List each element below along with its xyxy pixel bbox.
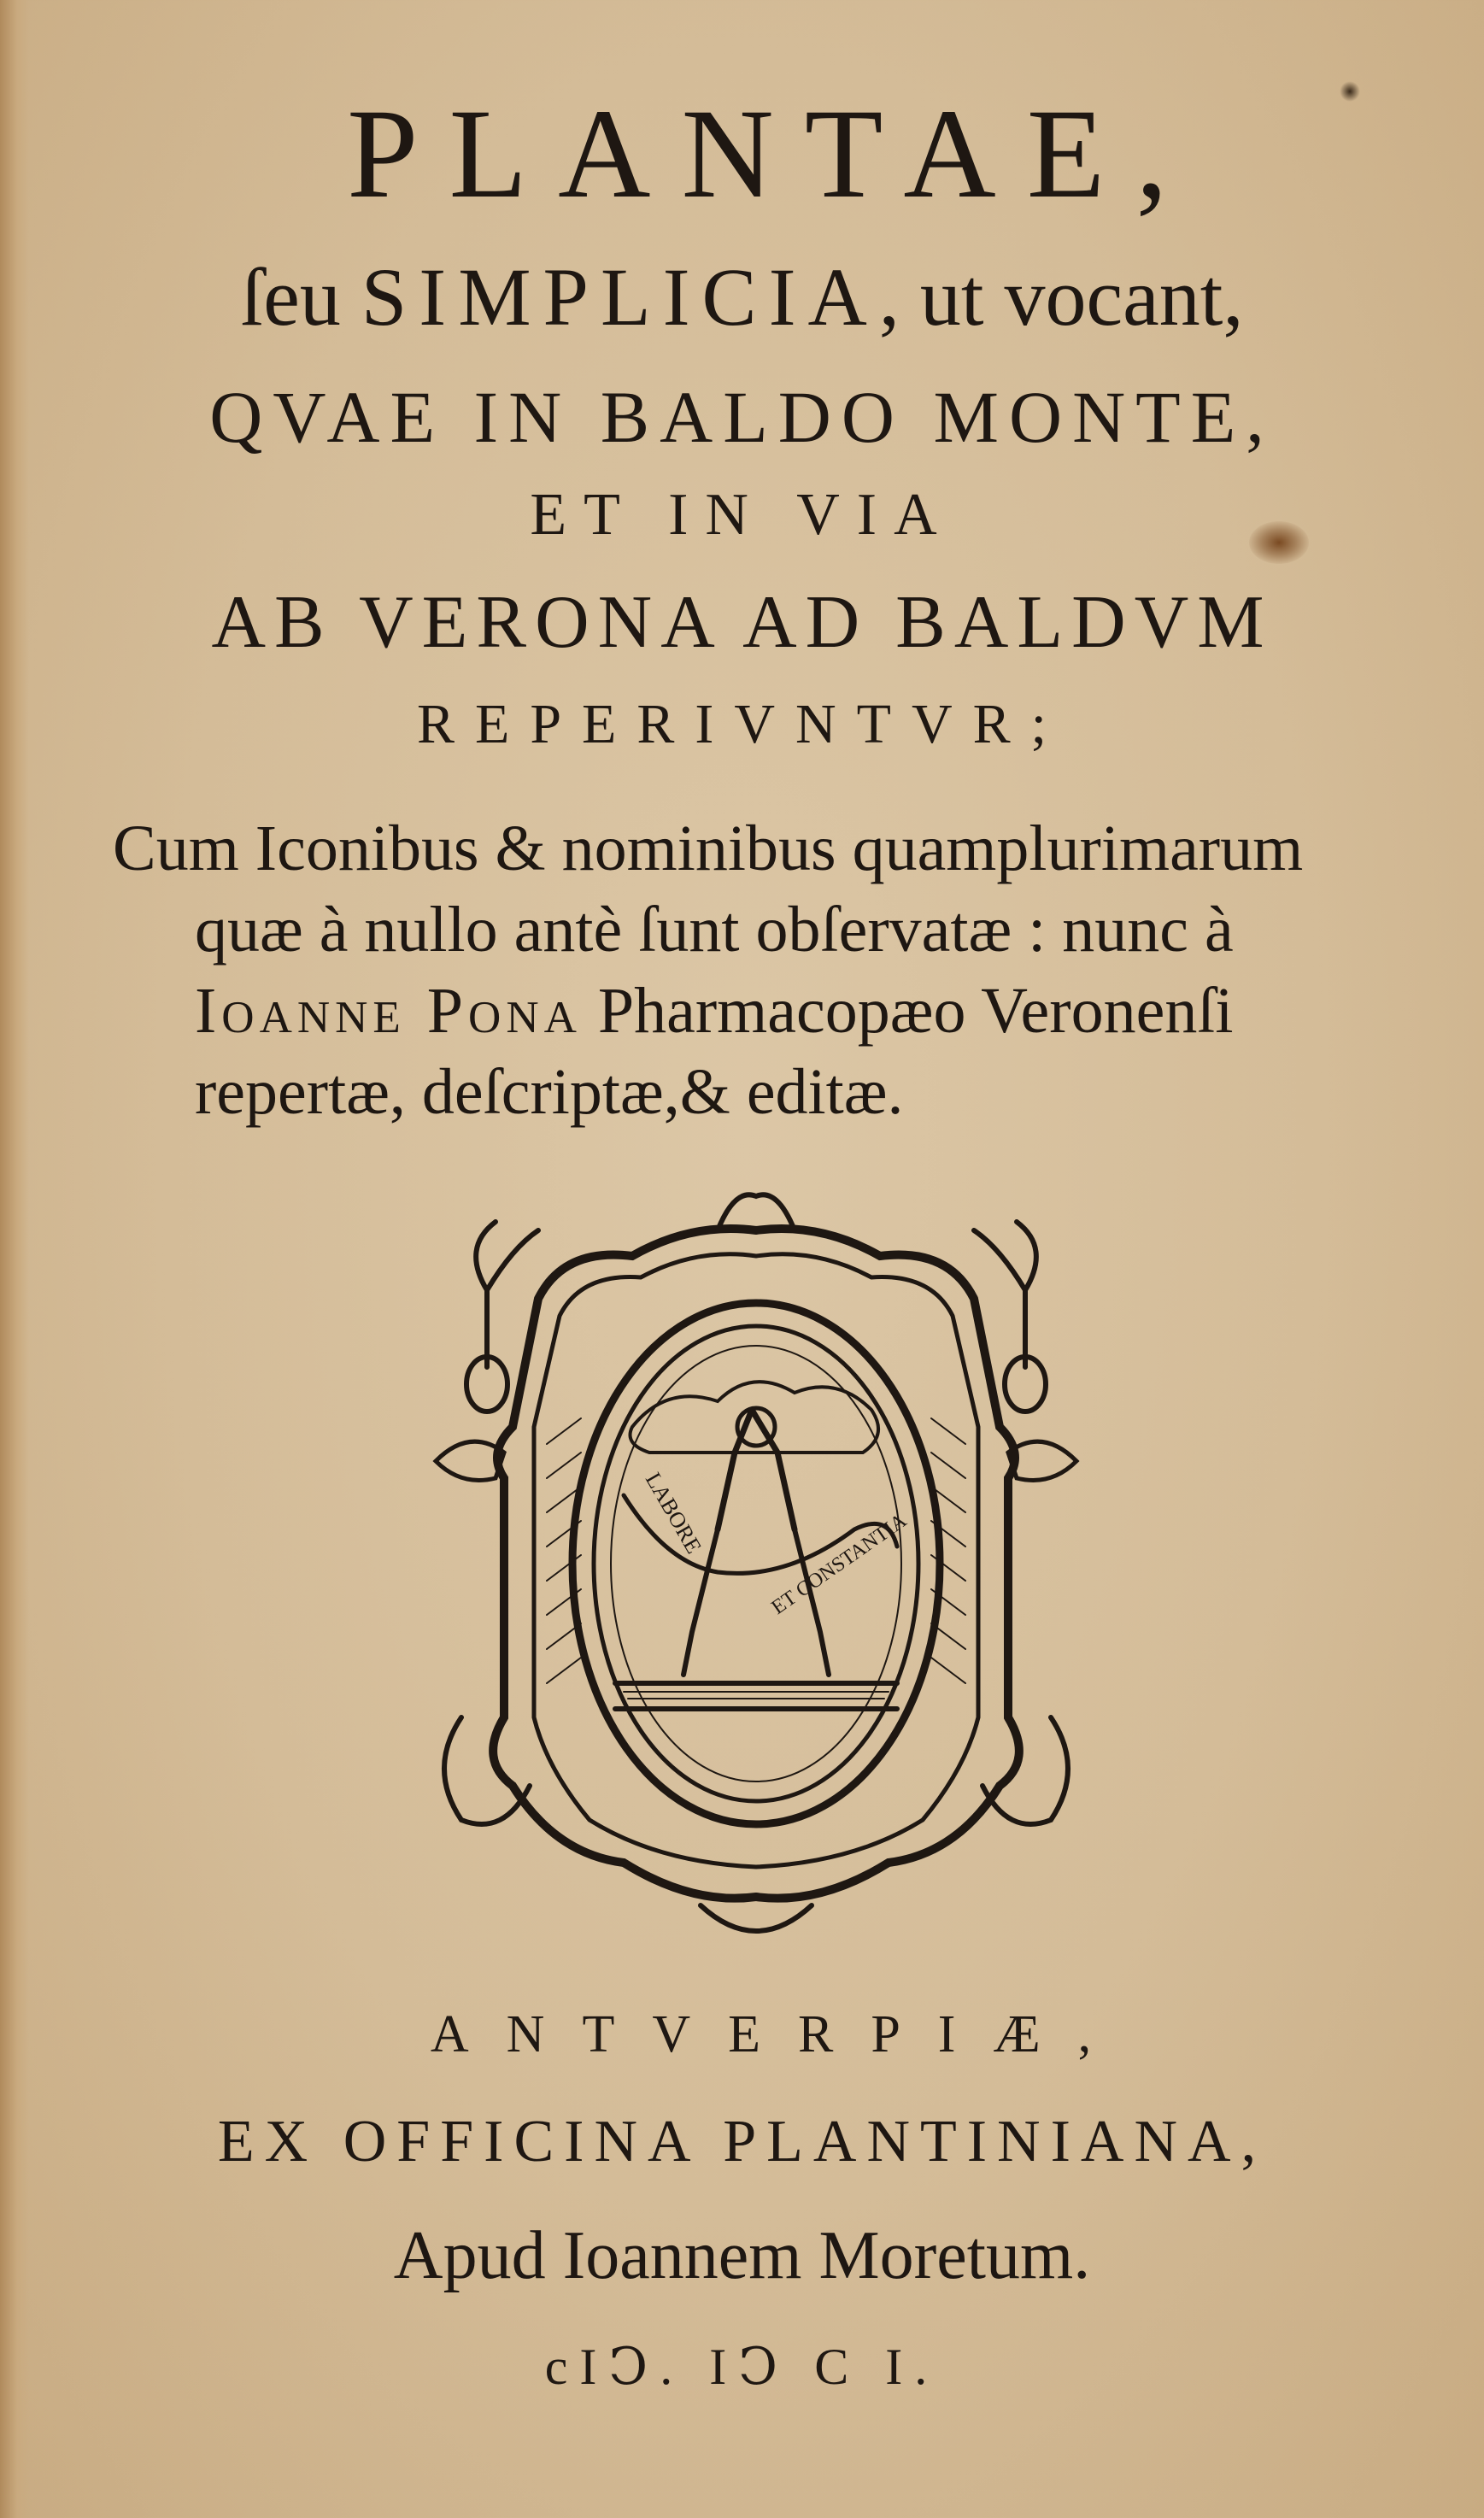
motto-left: LABORE	[640, 1468, 707, 1558]
subtitle-main: SIMPLICIA	[361, 251, 879, 343]
imprint-printer: Apud Ioannem Moretum.	[393, 2218, 1091, 2293]
imprint-date: cIↃ. IↃ C I.	[544, 2339, 940, 2395]
title-line-quae: QVAE IN BALDO MONTE,	[209, 376, 1275, 458]
printer-mark-woodcut	[410, 1171, 1102, 1965]
author-name: Ioanne Pona	[195, 975, 582, 1047]
imprint-office: EX OFFICINA PLANTINIANA,	[217, 2109, 1267, 2175]
description-line: quæ à nullo antè ſunt obſervatæ : nunc à	[195, 894, 1234, 966]
title-line-ab-verona: AB VERONA AD BALDVM	[211, 581, 1273, 664]
title-line-reperiuntur: REPERIVNTVR;	[416, 693, 1068, 755]
imprint-city: ANTVERPIÆ,	[430, 2005, 1129, 2063]
subtitle-suffix: , ut vocant,	[878, 251, 1244, 343]
description-line: repertæ, deſcriptæ,& editæ.	[195, 1056, 904, 1128]
title-line-et-in-via: ET IN VIA	[530, 482, 954, 548]
author-title: Pharmacopæo Veronenſi	[581, 975, 1234, 1047]
subtitle-line	[0, 251, 1484, 343]
motto-right: ET CONSTANTIA	[767, 1509, 912, 1619]
description-line: Cum Iconibus & nominibus quamplurimarum	[113, 813, 1304, 884]
description-line	[195, 975, 1484, 1047]
book-title: PLANTAE,	[347, 83, 1199, 225]
subtitle-prefix: ſeu	[240, 251, 341, 343]
